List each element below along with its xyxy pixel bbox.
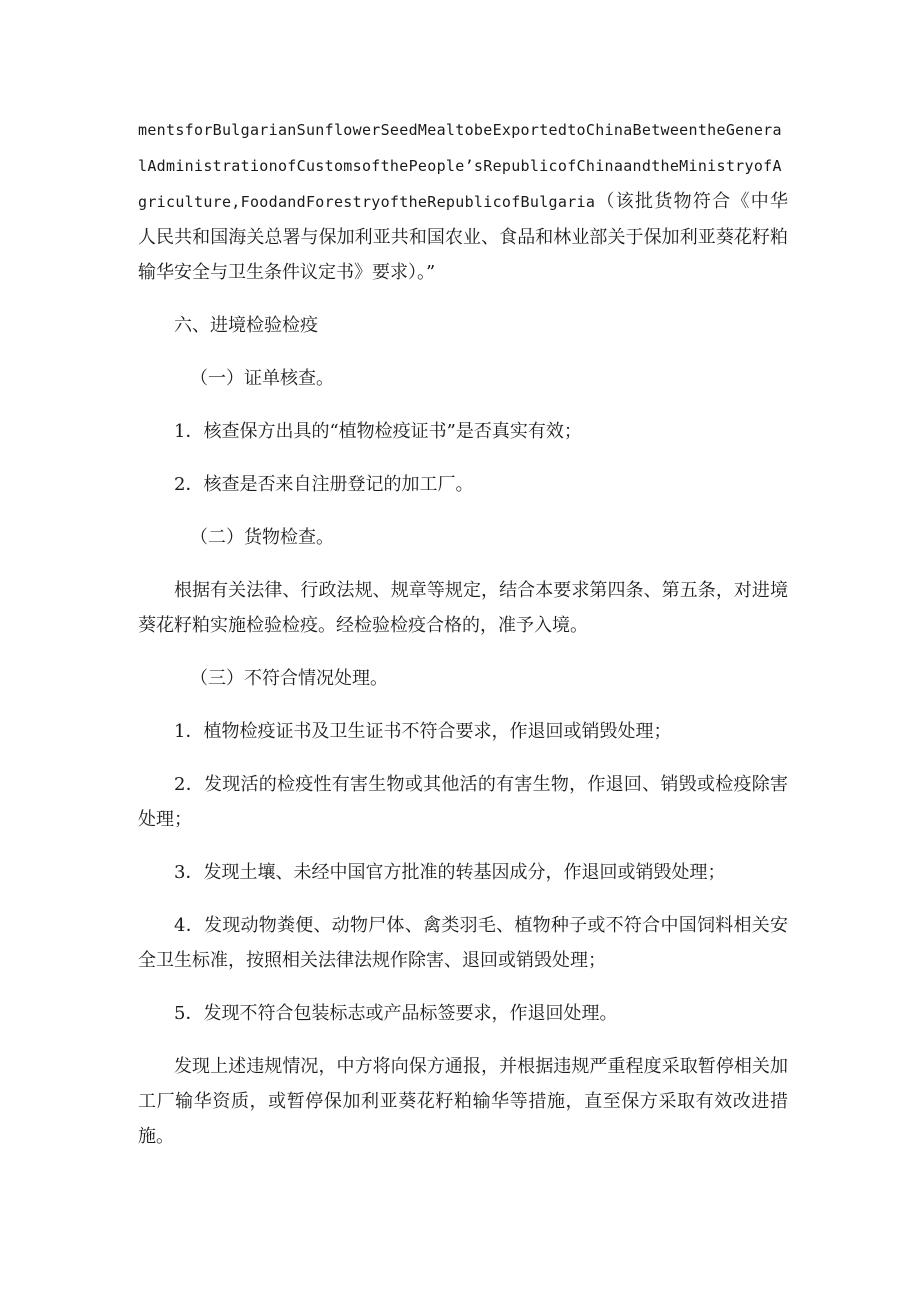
- subsection-heading-2: （二）货物检查。: [190, 527, 334, 548]
- list-item: 2．核查是否来自注册登记的加工厂。: [174, 474, 474, 495]
- list-item: 4．发现动物粪便、动物尸体、禽类羽毛、植物种子或不符合中国饲料相关安全卫生标准，按照相关法律法规作除害、退回或销毁处理；: [138, 915, 788, 971]
- closing-paragraph: 发现上述违规情况，中方将向保方通报，并根据违规严重程度采取暂停相关加工厂输华资质，或暂停保加利亚葵花籽粕输华等措施，直至保方采取有效改进措施。: [138, 1056, 788, 1147]
- list-item: 3．发现土壤、未经中国官方批准的转基因成分，作退回或销毁处理；: [174, 862, 726, 883]
- list-item: 5．发现不符合包装标志或产品标签要求，作退回处理。: [174, 1003, 618, 1024]
- list-item: 1．植物检疫证书及卫生证书不符合要求，作退回或销毁处理；: [174, 721, 672, 742]
- subsection-heading-3: （三）不符合情况处理。: [190, 668, 388, 689]
- protocol-chinese-note: （该批货物符合《中华人民共和国海关总署与保加利亚共和国农业、食品和林业部关于保加利亚葵花籽粕输华安全与卫生条件议定书》要求）。”: [138, 191, 788, 283]
- document-body: [138, 112, 788, 1154]
- list-item: 2．发现活的检疫性有害生物或其他活的有害生物，作退回、销毁或检疫除害处理；: [138, 774, 788, 830]
- body-paragraph: 根据有关法律、行政法规、规章等规定，结合本要求第四条、第五条，对进境葵花籽粕实施检验检疫。经检验检疫合格的，准予入境。: [138, 580, 788, 636]
- continuation-paragraph: [138, 112, 788, 290]
- subsection-heading-1: （一）证单核查。: [190, 368, 334, 389]
- list-item: 1．核查保方出具的“植物检疫证书”是否真实有效；: [174, 421, 582, 442]
- section-heading: 六、进境检验检疫: [174, 315, 318, 336]
- protocol-english-title: mentsforBulgarianSunflowerSeedMealtobeExportedtoChinaBetweentheGeneralAdministrationofCustomsofthePeople’sRepublicofChinaandtheMinistryofAgriculture,FoodandForestryoftheRepublicofBulgaria: [138, 121, 782, 211]
